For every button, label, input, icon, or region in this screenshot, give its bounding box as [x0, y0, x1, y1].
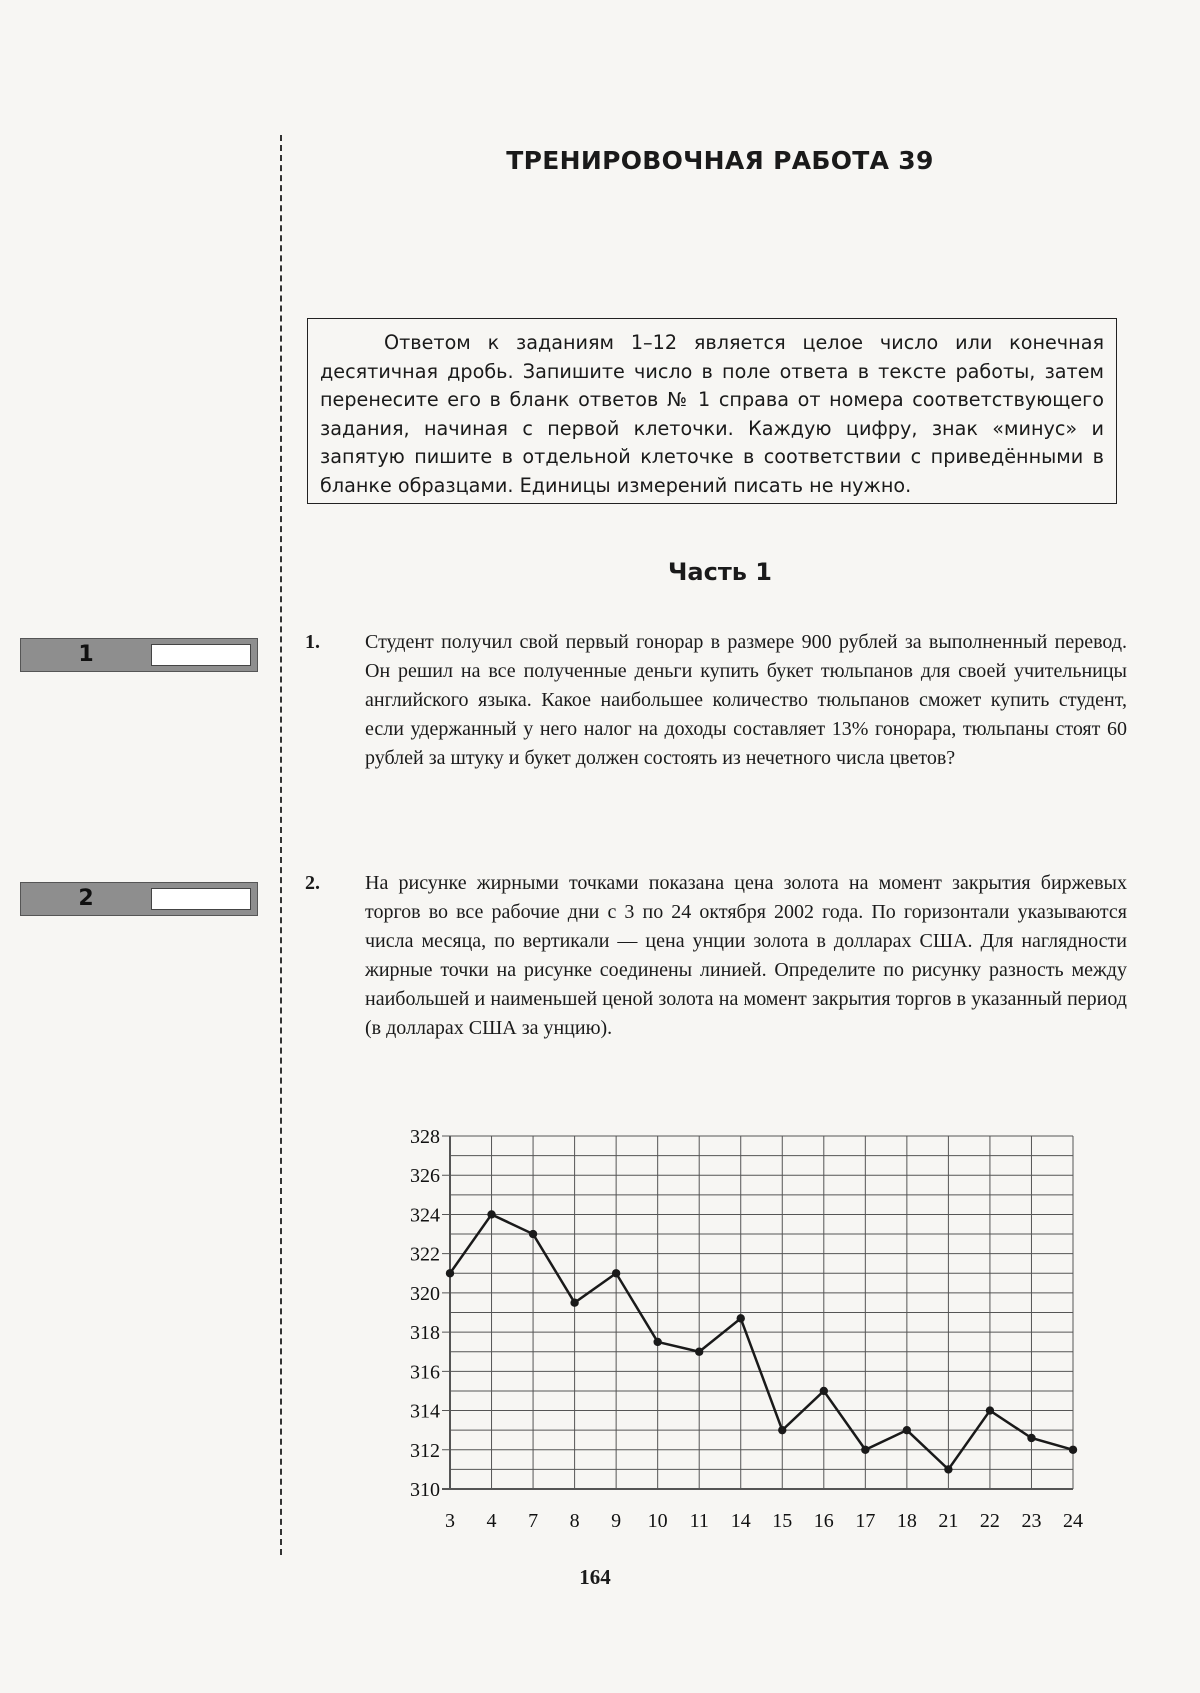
- y-tick-label: 328: [410, 1126, 440, 1148]
- price-point: [986, 1406, 994, 1414]
- y-tick-label: 322: [410, 1243, 440, 1266]
- task-1: [305, 628, 1127, 773]
- y-tick-label: 310: [410, 1479, 440, 1501]
- x-tick-label: 4: [486, 1510, 497, 1532]
- cut-line: [280, 135, 282, 1555]
- answer-field-1[interactable]: [151, 644, 251, 666]
- task-2: [305, 869, 1127, 1043]
- x-tick-label: 18: [896, 1510, 917, 1532]
- answer-box-label: 1: [78, 642, 94, 667]
- x-tick-label: 14: [730, 1510, 751, 1532]
- instructions-text: Ответом к заданиям 1–12 является целое число или конечная десятичная дробь. Запишите число в поле ответа в тексте работы, затем перенесите его в бланк ответов № 1 справа от номера соответствующего задания, начиная с первой клеточки. Каждую цифру, знак «минус» и запятую пишите в отдельной клеточке в соответствии с приведёнными в бланке образцами. Единицы измерений писать не нужно.: [320, 331, 1104, 497]
- price-point: [529, 1230, 537, 1238]
- price-point: [612, 1269, 620, 1277]
- x-tick-label: 8: [569, 1510, 580, 1532]
- x-tick-label: 17: [855, 1510, 876, 1532]
- y-tick-label: 316: [410, 1361, 440, 1384]
- x-tick-label: 24: [1063, 1510, 1083, 1532]
- task-text: Студент получил свой первый гонорар в размере 900 рублей за выполненный перевод. Он решил на все полученные деньги купить букет тюльпанов для своей учительницы английского языка. Какое наибольшее количество тюльпанов сможет купить студент, если удержанный у него налог на доходы составляет 13% гонорара, тюльпаны стоят 60 рублей за штуку и букет должен состоять из нечетного числа цветов?: [365, 631, 1127, 769]
- part-title: Часть 1: [668, 558, 772, 586]
- page-title: ТРЕНИРОВОЧНАЯ РАБОТА 39: [506, 146, 934, 175]
- price-point: [737, 1314, 745, 1322]
- x-tick-label: 7: [528, 1510, 539, 1532]
- y-tick-label: 320: [410, 1282, 440, 1305]
- price-point: [446, 1269, 454, 1277]
- y-tick-label: 326: [410, 1165, 440, 1188]
- x-tick-label: 10: [647, 1510, 668, 1532]
- price-point: [903, 1426, 911, 1434]
- x-tick-label: 9: [611, 1510, 622, 1532]
- y-tick-label: 318: [410, 1322, 440, 1345]
- instructions-box: [307, 318, 1117, 504]
- answer-field-2[interactable]: [151, 888, 251, 910]
- x-tick-label: 15: [772, 1510, 793, 1532]
- price-point: [487, 1210, 495, 1218]
- price-point: [695, 1348, 703, 1356]
- price-series-line: [450, 1214, 1073, 1469]
- price-point: [944, 1465, 952, 1473]
- y-tick-label: 314: [410, 1400, 440, 1423]
- price-point: [820, 1387, 828, 1395]
- answer-box-1: [20, 638, 258, 672]
- y-tick-label: 312: [410, 1439, 440, 1462]
- x-tick-label: 3: [445, 1510, 455, 1532]
- price-point: [570, 1298, 578, 1306]
- task-text: На рисунке жирными точками показана цена золота на момент закрытия биржевых торгов во все рабочие дни с 3 по 24 октября 2002 года. По горизонтали указываются числа месяца, по вертикали — цена унции золота в долларах США. Для наглядности жирные точки на рисунке соединены линией. Определите по рисунку разность между наибольшей и наименьшей ценой золота на момент закрытия торгов в указанный период (в долларах США за унцию).: [365, 872, 1127, 1039]
- price-point: [1027, 1434, 1035, 1442]
- page-number: 164: [579, 1565, 611, 1589]
- x-tick-label: 23: [1021, 1510, 1042, 1532]
- x-tick-label: 16: [813, 1510, 834, 1532]
- task-number: 2.: [305, 872, 320, 894]
- y-tick-label: 324: [410, 1204, 440, 1227]
- task-number: 1.: [305, 631, 320, 653]
- price-point: [861, 1446, 869, 1454]
- answer-box-2: [20, 882, 258, 916]
- answer-box-label: 2: [78, 886, 94, 911]
- x-tick-label: 11: [689, 1510, 709, 1532]
- price-point: [778, 1426, 786, 1434]
- price-point: [1069, 1446, 1077, 1454]
- gold-price-chart: [385, 1120, 1085, 1540]
- x-tick-label: 21: [938, 1510, 959, 1532]
- price-point: [653, 1338, 661, 1346]
- x-tick-label: 22: [979, 1510, 1000, 1532]
